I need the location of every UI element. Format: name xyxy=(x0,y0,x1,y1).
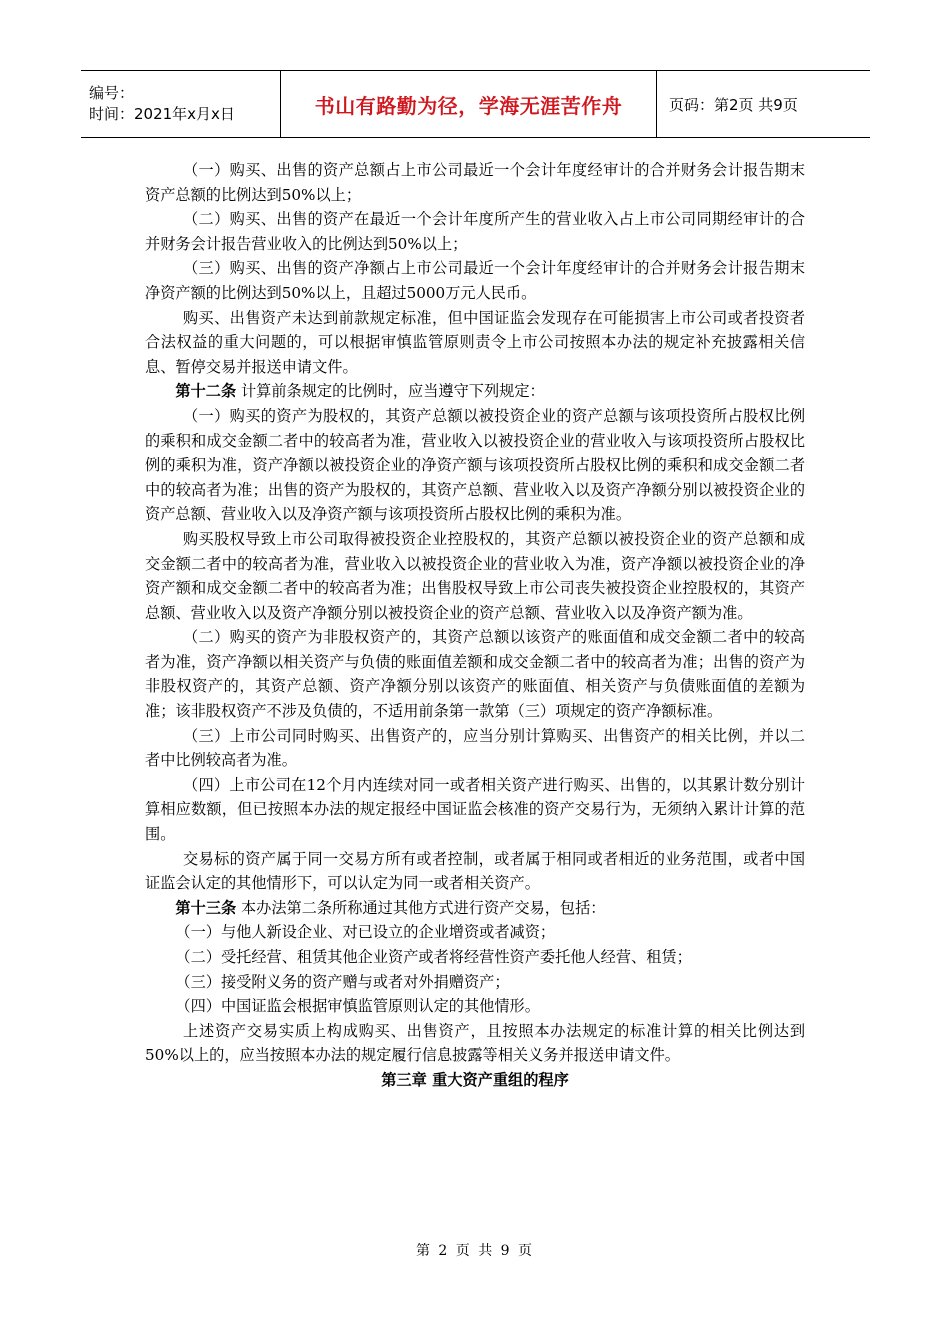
header-motto-cell xyxy=(281,71,657,137)
paragraph: 购买股权导致上市公司取得被投资企业控股权的，其资产总额以被投资企业的资产总额和成交金额二者中的较高者为准，营业收入以被投资企业的营业收入为准，资产净额以被投资企业的净资产额和成交金额二者中的较高者为准；出售股权导致上市公司丧失被投资企业控股权的，其资产总额、营业收入以及资产净额分别以被投资企业的资产总额、营业收入以及净资产额为准。 xyxy=(145,529,805,622)
page-header xyxy=(81,70,870,138)
list-item: （二）受托经营、租赁其他企业资产或者将经营性资产委托他人经营、租赁； xyxy=(175,948,692,966)
paragraph: （三）上市公司同时购买、出售资产的，应当分别计算购买、出售资产的相关比例，并以二者中比例较高者为准。 xyxy=(145,726,805,770)
article-12 xyxy=(145,379,805,404)
paragraph: （二）购买的资产为非股权资产的，其资产总额以该资产的账面值和成交金额二者中的较高者为准，资产净额以相关资产与负债的账面值差额和成交金额二者中的较高者为准；出售的资产为非股权资产的，其资产总额、资产净额分别以该资产的账面值、相关资产与负债账面值的差额为准；该非股权资产不涉及负债的，不适用前条第一款第（三）项规定的资产净额标准。 xyxy=(145,628,805,721)
list-item: （三）接受附义务的资产赠与或者对外捐赠资产； xyxy=(175,972,510,991)
article-13 xyxy=(145,896,805,921)
page-footer: 第 2 页 共 9 页 xyxy=(415,1243,535,1259)
paragraph: （四）上市公司在12个月内连续对同一或者相关资产进行购买、出售的，以其累计数分别计算相应数额，但已按照本办法的规定报经中国证监会核准的资产交易行为，无须纳入累计计算的范围。 xyxy=(145,775,805,844)
header-motto: 书山有路勤为径，学海无涯苦作舟 xyxy=(314,93,623,118)
paragraph: （一）购买的资产为股权的，其资产总额以被投资企业的资产总额与该项投资所占股权比例的乘积和成交金额二者中的较高者为准，营业收入以被投资企业的营业收入与该项投资所占股权比例的乘积为准，资产净额以被投资企业的净资产额与该项投资所占股权比例的乘积和成交金额二者中的较高者为准；出售的资产为股权的，其资产总额、营业收入以及资产净额分别以被投资企业的资产总额、营业收入以及净资产额与该项投资所占股权比例的乘积为准。 xyxy=(145,406,805,524)
list-item: （一）与他人新设企业、对已设立的企业增资或者减资； xyxy=(175,923,556,942)
header-page-cell xyxy=(657,71,870,137)
paragraph: 交易标的资产属于同一交易方所有或者控制，或者属于相同或者相近的业务范围，或者中国证监会认定的其他情形下，可以认定为同一或者相关资产。 xyxy=(145,849,805,893)
article-13-text: 本办法第二条所称通过其他方式进行资产交易，包括： xyxy=(236,898,606,917)
paragraph: 上述资产交易实质上构成购买、出售资产，且按照本办法规定的标准计算的相关比例达到50%以上的，应当按照本办法的规定履行信息披露等相关义务并报送申请文件。 xyxy=(145,1021,805,1065)
document-body xyxy=(145,158,805,1093)
paragraph: （三）购买、出售的资产净额占上市公司最近一个会计年度经审计的合并财务会计报告期末净资产额的比例达到50%以上，且超过5000万元人民币。 xyxy=(145,259,805,302)
list-item: （四）中国证监会根据审慎监管原则认定的其他情形。 xyxy=(175,997,540,1016)
doc-number-label: 编号： xyxy=(89,84,135,102)
article-13-title: 第十三条 xyxy=(175,898,237,917)
paragraph: （二）购买、出售的资产在最近一个会计年度所产生的营业收入占上市公司同期经审计的合并财务会计报告营业收入的比例达到50%以上； xyxy=(145,210,805,253)
paragraph: 购买、出售资产未达到前款规定标准，但中国证监会发现存在可能损害上市公司或者投资者合法权益的重大问题的，可以根据审慎监管原则责令上市公司按照本办法的规定补充披露相关信息、暂停交易并报送申请文件。 xyxy=(145,308,805,376)
article-12-title: 第十二条 xyxy=(175,382,237,401)
chapter-heading: 第三章 重大资产重组的程序 xyxy=(381,1070,569,1089)
paragraph: （一）购买、出售的资产总额占上市公司最近一个会计年度经审计的合并财务会计报告期末资产总额的比例达到50%以上； xyxy=(145,161,805,204)
header-page-label: 页码：第2页 共9页 xyxy=(669,95,798,114)
doc-time-label: 时间：2021年x月x日 xyxy=(89,105,235,123)
header-meta xyxy=(81,71,281,137)
article-12-text: 计算前条规定的比例时，应当遵守下列规定： xyxy=(236,382,545,401)
